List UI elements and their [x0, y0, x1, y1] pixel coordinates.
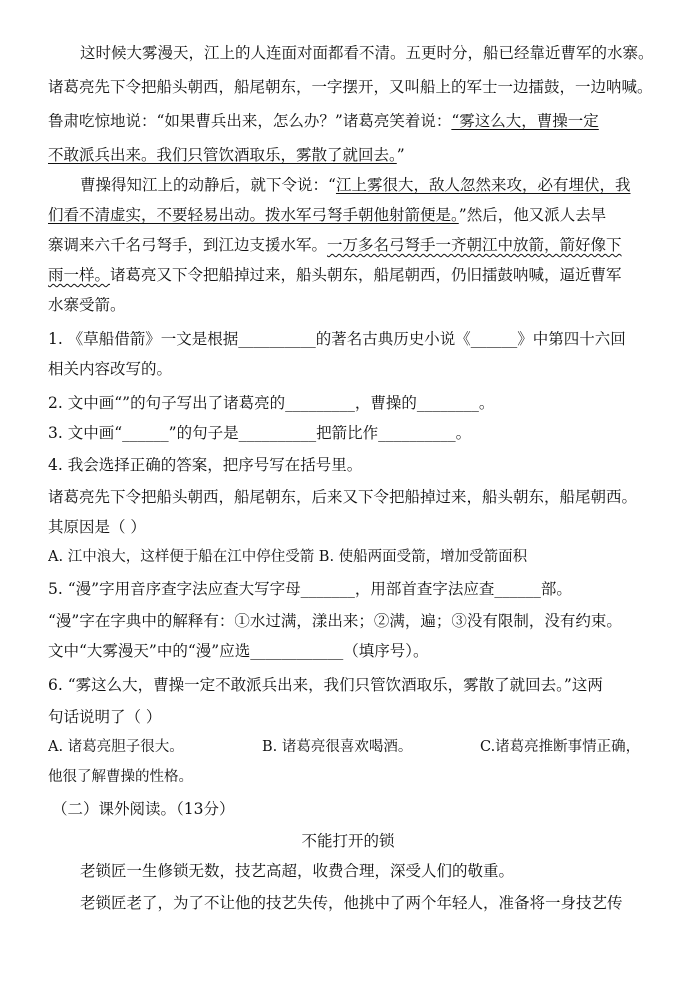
passage-line-7 [48, 234, 654, 258]
passage-line-9 [48, 294, 654, 318]
reading-title: 不能打开的锁 [301, 832, 395, 850]
question-5-line-c: 文中“大雾漫天”中的“漫”应选____________（填序号）。 [48, 642, 429, 660]
passage-text: 水寨受箭。 [48, 296, 126, 314]
question-4: 4. 我会选择正确的答案，把序号写在括号里。 [48, 456, 363, 474]
question-6-line-c: 他很了解曹操的性格。 [48, 769, 193, 785]
section-2-heading: （二）课外阅读。（13分） [52, 800, 235, 818]
underlined-sentence-zhuge: 不敢派兵出来。我们只管饮酒取乐，雾散了就回去。 [48, 146, 397, 164]
question-6-option-c: C.诸葛亮推断事情正确， [480, 739, 641, 755]
question-1-line-b: 相关内容改写的。 [48, 360, 173, 378]
question-4-answer-blank: 其原因是（ ） [48, 518, 146, 536]
passage-text: 诸葛亮先下令把船头朝西，船尾朝东，一字摆开，又叫船上的军士一边擂鼓，一边呐喊。 [48, 78, 653, 96]
underlined-sentence-caocao: 们看不清虚实，不要轻易出动。拨水军弓弩手朝他射箭便是。 [48, 206, 459, 224]
question-6-line-a: 6. “雾这么大，曹操一定不敢派兵出来，我们只管饮酒取乐，雾散了就回去。”这两 [48, 676, 603, 694]
reading-paragraph-2: 老锁匠老了，为了不让他的技艺失传，他挑中了两个年轻人，准备将一身技艺传 [80, 894, 623, 912]
passage-text: 鲁肃吃惊地说：“如果曹兵出来，怎么办？”诸葛亮笑着说： [48, 112, 452, 130]
passage-text: 曹操得知江上的动静后，就下令说： [80, 176, 329, 194]
wavy-underlined-sentence: 一万多名弓弩手一齐朝江中放箭，箭好像下 [327, 236, 622, 254]
passage-text: ” [396, 146, 405, 164]
passage-line-4 [48, 144, 654, 168]
question-1-line-a: 1. 《草船借箭》一文是根据__________的著名古典历史小说《______》中第四十六回 [48, 330, 626, 348]
question-4-stem: 诸葛亮先下令把船头朝西，船尾朝东，后来又下令把船掉过来，船头朝东，船尾朝西。 [48, 488, 638, 506]
question-6-line-b: 句话说明了（ ） [48, 708, 162, 726]
passage-line-2 [48, 76, 654, 100]
passage-text: 寨调来六千名弓弩手，到江边支援水军。 [48, 236, 328, 254]
passage-text: 这时候大雾漫天，江上的人连面对面都看不清。五更时分，船已经靠近曹军的水寨。 [80, 44, 654, 62]
question-6-option-a: A. 诸葛亮胆子很大。 [48, 739, 184, 755]
question-5-line-a: 5. “漫”字用音序查字法应查大写字母_______，用部首查字法应查______部。 [48, 580, 572, 598]
passage-line-6 [48, 204, 654, 228]
passage-text: ”然后，他又派人去旱 [458, 206, 607, 224]
passage-line-3 [48, 110, 654, 134]
passage-text: “ [328, 176, 336, 194]
question-6-option-b: B. 诸葛亮很喜欢喝酒。 [262, 739, 413, 755]
question-5-line-b: “漫”字在字典中的解释有：①水过满，漾出来；②满，遍；③没有限制，没有约束。 [48, 612, 622, 630]
question-4-options: A. 江中浪大，这样便于船在江中停住受箭 B. 使船两面受箭，增加受箭面积 [48, 549, 528, 565]
passage-text: 诸葛亮又下令把船掉过来，船头朝东，船尾朝西，仍旧擂鼓呐喊，逼近曹军 [110, 266, 622, 284]
passage-line-5 [80, 174, 654, 198]
wavy-underlined-sentence: 雨一样。 [48, 266, 111, 284]
underlined-sentence-zhuge: “雾这么大，曹操一定 [451, 112, 599, 130]
underlined-sentence-caocao: 江上雾很大，敌人忽然来攻，必有埋伏，我 [335, 176, 631, 194]
passage-line-8 [48, 264, 654, 288]
reading-paragraph-1: 老锁匠一生修锁无数，技艺高超，收费合理，深受人们的敬重。 [80, 862, 515, 880]
question-3: 3. 文中画“______”的句子是__________把箭比作__________。 [48, 424, 472, 442]
question-2: 2. 文中画“”的句子写出了诸葛亮的_________，曹操的________。 [48, 394, 495, 412]
passage-line-1 [80, 42, 654, 66]
